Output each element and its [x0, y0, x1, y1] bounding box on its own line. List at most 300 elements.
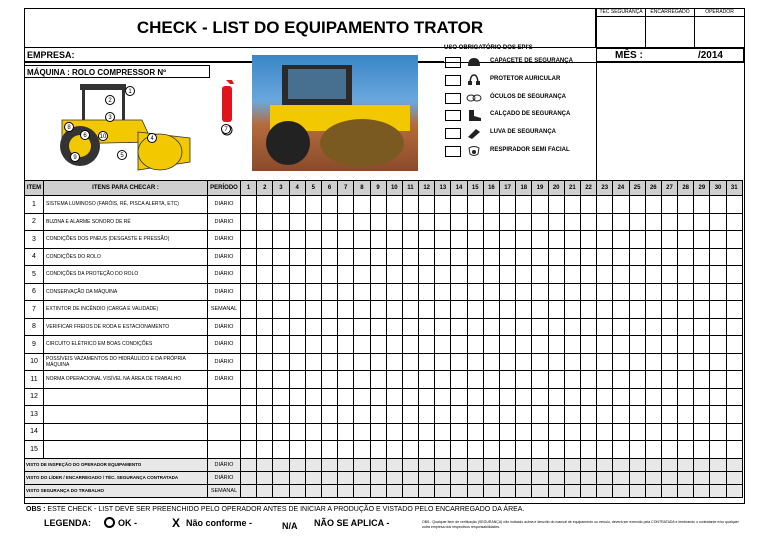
visto-check-cell[interactable]	[580, 484, 596, 497]
day-check-cell[interactable]	[370, 248, 386, 266]
day-check-cell[interactable]	[386, 336, 402, 354]
day-check-cell[interactable]	[241, 196, 257, 214]
day-check-cell[interactable]	[710, 231, 726, 249]
day-check-cell[interactable]	[726, 266, 742, 284]
day-check-cell[interactable]	[435, 231, 451, 249]
day-check-cell[interactable]	[305, 196, 321, 214]
day-check-cell[interactable]	[613, 353, 629, 371]
day-check-cell[interactable]	[694, 213, 710, 231]
day-check-cell[interactable]	[694, 371, 710, 389]
day-check-cell[interactable]	[338, 318, 354, 336]
epi-item-oculos[interactable]	[444, 91, 594, 105]
visto-check-cell[interactable]	[321, 471, 337, 484]
day-check-cell[interactable]	[241, 318, 257, 336]
day-check-cell[interactable]	[661, 196, 677, 214]
day-check-cell[interactable]	[435, 283, 451, 301]
day-check-cell[interactable]	[710, 388, 726, 406]
day-check-cell[interactable]	[661, 336, 677, 354]
day-check-cell[interactable]	[629, 441, 645, 459]
day-check-cell[interactable]	[354, 406, 370, 424]
day-check-cell[interactable]	[370, 213, 386, 231]
day-check-cell[interactable]	[532, 248, 548, 266]
visto-check-cell[interactable]	[645, 458, 661, 471]
day-check-cell[interactable]	[580, 301, 596, 319]
day-check-cell[interactable]	[580, 283, 596, 301]
signature-tec-seguranca[interactable]: TEC SEGURANÇA	[596, 8, 646, 48]
visto-check-cell[interactable]	[338, 484, 354, 497]
day-check-cell[interactable]	[710, 196, 726, 214]
day-check-cell[interactable]	[661, 231, 677, 249]
day-check-cell[interactable]	[548, 266, 564, 284]
day-check-cell[interactable]	[435, 388, 451, 406]
day-check-cell[interactable]	[483, 371, 499, 389]
day-check-cell[interactable]	[548, 336, 564, 354]
day-check-cell[interactable]	[435, 318, 451, 336]
day-check-cell[interactable]	[370, 353, 386, 371]
day-check-cell[interactable]	[483, 406, 499, 424]
day-check-cell[interactable]	[419, 406, 435, 424]
day-check-cell[interactable]	[726, 423, 742, 441]
day-check-cell[interactable]	[321, 423, 337, 441]
day-check-cell[interactable]	[548, 406, 564, 424]
day-check-cell[interactable]	[435, 266, 451, 284]
day-check-cell[interactable]	[532, 301, 548, 319]
empresa-field[interactable]: EMPRESA:	[24, 48, 444, 62]
visto-check-cell[interactable]	[289, 458, 305, 471]
day-check-cell[interactable]	[241, 371, 257, 389]
day-check-cell[interactable]	[321, 301, 337, 319]
day-check-cell[interactable]	[613, 213, 629, 231]
day-check-cell[interactable]	[451, 318, 467, 336]
day-check-cell[interactable]	[516, 336, 532, 354]
day-check-cell[interactable]	[354, 213, 370, 231]
day-check-cell[interactable]	[580, 248, 596, 266]
day-check-cell[interactable]	[613, 423, 629, 441]
visto-check-cell[interactable]	[661, 458, 677, 471]
day-check-cell[interactable]	[500, 371, 516, 389]
day-check-cell[interactable]	[419, 441, 435, 459]
visto-check-cell[interactable]	[354, 458, 370, 471]
day-check-cell[interactable]	[500, 336, 516, 354]
visto-check-cell[interactable]	[467, 484, 483, 497]
day-check-cell[interactable]	[402, 301, 418, 319]
day-check-cell[interactable]	[564, 213, 580, 231]
day-check-cell[interactable]	[305, 231, 321, 249]
day-check-cell[interactable]	[451, 336, 467, 354]
day-check-cell[interactable]	[338, 388, 354, 406]
day-check-cell[interactable]	[370, 196, 386, 214]
day-check-cell[interactable]	[532, 388, 548, 406]
day-check-cell[interactable]	[305, 353, 321, 371]
day-check-cell[interactable]	[678, 336, 694, 354]
day-check-cell[interactable]	[500, 283, 516, 301]
epi-checkbox[interactable]	[445, 93, 461, 104]
day-check-cell[interactable]	[710, 318, 726, 336]
visto-check-cell[interactable]	[370, 484, 386, 497]
day-check-cell[interactable]	[354, 318, 370, 336]
day-check-cell[interactable]	[435, 213, 451, 231]
day-check-cell[interactable]	[386, 441, 402, 459]
day-check-cell[interactable]	[483, 231, 499, 249]
day-check-cell[interactable]	[451, 248, 467, 266]
day-check-cell[interactable]	[726, 301, 742, 319]
day-check-cell[interactable]	[241, 441, 257, 459]
day-check-cell[interactable]	[661, 388, 677, 406]
day-check-cell[interactable]	[370, 231, 386, 249]
day-check-cell[interactable]	[419, 318, 435, 336]
visto-check-cell[interactable]	[710, 484, 726, 497]
visto-check-cell[interactable]	[289, 484, 305, 497]
day-check-cell[interactable]	[726, 406, 742, 424]
day-check-cell[interactable]	[370, 336, 386, 354]
day-check-cell[interactable]	[354, 423, 370, 441]
day-check-cell[interactable]	[419, 301, 435, 319]
day-check-cell[interactable]	[386, 266, 402, 284]
day-check-cell[interactable]	[726, 336, 742, 354]
day-check-cell[interactable]	[645, 318, 661, 336]
day-check-cell[interactable]	[435, 423, 451, 441]
day-check-cell[interactable]	[354, 196, 370, 214]
day-check-cell[interactable]	[338, 213, 354, 231]
day-check-cell[interactable]	[419, 196, 435, 214]
day-check-cell[interactable]	[548, 441, 564, 459]
day-check-cell[interactable]	[548, 196, 564, 214]
day-check-cell[interactable]	[467, 301, 483, 319]
day-check-cell[interactable]	[419, 283, 435, 301]
day-check-cell[interactable]	[289, 196, 305, 214]
day-check-cell[interactable]	[613, 441, 629, 459]
day-check-cell[interactable]	[629, 213, 645, 231]
day-check-cell[interactable]	[678, 318, 694, 336]
visto-check-cell[interactable]	[500, 458, 516, 471]
day-check-cell[interactable]	[629, 231, 645, 249]
visto-check-cell[interactable]	[305, 471, 321, 484]
day-check-cell[interactable]	[580, 353, 596, 371]
day-check-cell[interactable]	[500, 318, 516, 336]
day-check-cell[interactable]	[678, 388, 694, 406]
day-check-cell[interactable]	[564, 441, 580, 459]
day-check-cell[interactable]	[645, 423, 661, 441]
visto-check-cell[interactable]	[726, 458, 742, 471]
day-check-cell[interactable]	[726, 196, 742, 214]
day-check-cell[interactable]	[338, 371, 354, 389]
epi-item-luva[interactable]	[444, 126, 594, 140]
day-check-cell[interactable]	[483, 336, 499, 354]
day-check-cell[interactable]	[678, 371, 694, 389]
day-check-cell[interactable]	[402, 318, 418, 336]
visto-check-cell[interactable]	[338, 471, 354, 484]
day-check-cell[interactable]	[483, 423, 499, 441]
day-check-cell[interactable]	[548, 213, 564, 231]
visto-check-cell[interactable]	[386, 484, 402, 497]
day-check-cell[interactable]	[516, 283, 532, 301]
day-check-cell[interactable]	[257, 248, 273, 266]
day-check-cell[interactable]	[678, 196, 694, 214]
day-check-cell[interactable]	[435, 248, 451, 266]
visto-check-cell[interactable]	[564, 484, 580, 497]
visto-check-cell[interactable]	[273, 458, 289, 471]
day-check-cell[interactable]	[516, 266, 532, 284]
day-check-cell[interactable]	[257, 336, 273, 354]
day-check-cell[interactable]	[532, 336, 548, 354]
visto-check-cell[interactable]	[370, 458, 386, 471]
visto-check-cell[interactable]	[597, 471, 613, 484]
day-check-cell[interactable]	[710, 301, 726, 319]
day-check-cell[interactable]	[402, 353, 418, 371]
day-check-cell[interactable]	[710, 441, 726, 459]
visto-check-cell[interactable]	[532, 484, 548, 497]
visto-check-cell[interactable]	[435, 484, 451, 497]
visto-check-cell[interactable]	[321, 484, 337, 497]
day-check-cell[interactable]	[435, 301, 451, 319]
visto-check-cell[interactable]	[257, 484, 273, 497]
day-check-cell[interactable]	[321, 231, 337, 249]
day-check-cell[interactable]	[257, 406, 273, 424]
day-check-cell[interactable]	[532, 213, 548, 231]
day-check-cell[interactable]	[467, 441, 483, 459]
day-check-cell[interactable]	[467, 318, 483, 336]
day-check-cell[interactable]	[726, 248, 742, 266]
day-check-cell[interactable]	[580, 196, 596, 214]
day-check-cell[interactable]	[500, 266, 516, 284]
visto-check-cell[interactable]	[710, 471, 726, 484]
day-check-cell[interactable]	[467, 371, 483, 389]
day-check-cell[interactable]	[564, 318, 580, 336]
day-check-cell[interactable]	[710, 336, 726, 354]
day-check-cell[interactable]	[613, 388, 629, 406]
visto-check-cell[interactable]	[467, 471, 483, 484]
day-check-cell[interactable]	[726, 388, 742, 406]
day-check-cell[interactable]	[451, 423, 467, 441]
day-check-cell[interactable]	[321, 336, 337, 354]
day-check-cell[interactable]	[386, 196, 402, 214]
day-check-cell[interactable]	[386, 371, 402, 389]
day-check-cell[interactable]	[597, 318, 613, 336]
day-check-cell[interactable]	[564, 406, 580, 424]
day-check-cell[interactable]	[597, 441, 613, 459]
day-check-cell[interactable]	[580, 406, 596, 424]
day-check-cell[interactable]	[289, 406, 305, 424]
day-check-cell[interactable]	[629, 196, 645, 214]
visto-check-cell[interactable]	[629, 484, 645, 497]
day-check-cell[interactable]	[435, 196, 451, 214]
day-check-cell[interactable]	[564, 388, 580, 406]
day-check-cell[interactable]	[386, 406, 402, 424]
day-check-cell[interactable]	[419, 353, 435, 371]
day-check-cell[interactable]	[516, 248, 532, 266]
day-check-cell[interactable]	[289, 248, 305, 266]
day-check-cell[interactable]	[710, 423, 726, 441]
visto-check-cell[interactable]	[516, 471, 532, 484]
day-check-cell[interactable]	[467, 353, 483, 371]
day-check-cell[interactable]	[532, 283, 548, 301]
day-check-cell[interactable]	[564, 283, 580, 301]
day-check-cell[interactable]	[500, 213, 516, 231]
day-check-cell[interactable]	[532, 353, 548, 371]
day-check-cell[interactable]	[257, 371, 273, 389]
day-check-cell[interactable]	[467, 283, 483, 301]
day-check-cell[interactable]	[661, 353, 677, 371]
visto-check-cell[interactable]	[613, 484, 629, 497]
visto-check-cell[interactable]	[273, 471, 289, 484]
day-check-cell[interactable]	[289, 441, 305, 459]
day-check-cell[interactable]	[726, 441, 742, 459]
day-check-cell[interactable]	[597, 213, 613, 231]
day-check-cell[interactable]	[580, 371, 596, 389]
day-check-cell[interactable]	[467, 213, 483, 231]
epi-checkbox[interactable]	[445, 146, 461, 157]
day-check-cell[interactable]	[305, 388, 321, 406]
day-check-cell[interactable]	[678, 266, 694, 284]
day-check-cell[interactable]	[613, 406, 629, 424]
day-check-cell[interactable]	[516, 406, 532, 424]
day-check-cell[interactable]	[710, 371, 726, 389]
day-check-cell[interactable]	[500, 301, 516, 319]
day-check-cell[interactable]	[483, 301, 499, 319]
day-check-cell[interactable]	[516, 231, 532, 249]
day-check-cell[interactable]	[500, 406, 516, 424]
day-check-cell[interactable]	[451, 406, 467, 424]
visto-check-cell[interactable]	[305, 458, 321, 471]
day-check-cell[interactable]	[516, 388, 532, 406]
visto-check-cell[interactable]	[435, 458, 451, 471]
day-check-cell[interactable]	[273, 353, 289, 371]
day-check-cell[interactable]	[678, 248, 694, 266]
day-check-cell[interactable]	[273, 388, 289, 406]
day-check-cell[interactable]	[289, 266, 305, 284]
day-check-cell[interactable]	[386, 318, 402, 336]
day-check-cell[interactable]	[645, 213, 661, 231]
visto-check-cell[interactable]	[289, 471, 305, 484]
day-check-cell[interactable]	[370, 283, 386, 301]
day-check-cell[interactable]	[629, 336, 645, 354]
day-check-cell[interactable]	[645, 353, 661, 371]
day-check-cell[interactable]	[694, 423, 710, 441]
visto-check-cell[interactable]	[419, 471, 435, 484]
day-check-cell[interactable]	[597, 371, 613, 389]
visto-check-cell[interactable]	[402, 458, 418, 471]
day-check-cell[interactable]	[694, 283, 710, 301]
day-check-cell[interactable]	[500, 441, 516, 459]
day-check-cell[interactable]	[564, 196, 580, 214]
day-check-cell[interactable]	[370, 441, 386, 459]
day-check-cell[interactable]	[678, 283, 694, 301]
day-check-cell[interactable]	[402, 406, 418, 424]
day-check-cell[interactable]	[645, 441, 661, 459]
day-check-cell[interactable]	[467, 388, 483, 406]
day-check-cell[interactable]	[386, 423, 402, 441]
visto-check-cell[interactable]	[451, 471, 467, 484]
day-check-cell[interactable]	[273, 441, 289, 459]
day-check-cell[interactable]	[645, 388, 661, 406]
day-check-cell[interactable]	[338, 441, 354, 459]
day-check-cell[interactable]	[483, 266, 499, 284]
visto-check-cell[interactable]	[257, 471, 273, 484]
visto-check-cell[interactable]	[338, 458, 354, 471]
day-check-cell[interactable]	[273, 301, 289, 319]
day-check-cell[interactable]	[354, 336, 370, 354]
visto-check-cell[interactable]	[661, 484, 677, 497]
epi-item-calcado[interactable]	[444, 108, 594, 122]
day-check-cell[interactable]	[613, 318, 629, 336]
day-check-cell[interactable]	[726, 231, 742, 249]
day-check-cell[interactable]	[710, 248, 726, 266]
visto-check-cell[interactable]	[726, 484, 742, 497]
day-check-cell[interactable]	[257, 196, 273, 214]
day-check-cell[interactable]	[694, 248, 710, 266]
day-check-cell[interactable]	[532, 231, 548, 249]
day-check-cell[interactable]	[678, 441, 694, 459]
epi-checkbox[interactable]	[445, 57, 461, 68]
day-check-cell[interactable]	[354, 441, 370, 459]
day-check-cell[interactable]	[629, 266, 645, 284]
day-check-cell[interactable]	[435, 441, 451, 459]
day-check-cell[interactable]	[645, 336, 661, 354]
day-check-cell[interactable]	[694, 406, 710, 424]
day-check-cell[interactable]	[241, 388, 257, 406]
day-check-cell[interactable]	[386, 388, 402, 406]
visto-check-cell[interactable]	[354, 471, 370, 484]
day-check-cell[interactable]	[354, 283, 370, 301]
visto-check-cell[interactable]	[354, 484, 370, 497]
day-check-cell[interactable]	[305, 336, 321, 354]
visto-check-cell[interactable]	[678, 484, 694, 497]
day-check-cell[interactable]	[289, 318, 305, 336]
day-check-cell[interactable]	[580, 423, 596, 441]
day-check-cell[interactable]	[273, 213, 289, 231]
day-check-cell[interactable]	[694, 441, 710, 459]
visto-check-cell[interactable]	[419, 484, 435, 497]
day-check-cell[interactable]	[678, 353, 694, 371]
day-check-cell[interactable]	[289, 213, 305, 231]
day-check-cell[interactable]	[661, 318, 677, 336]
day-check-cell[interactable]	[483, 196, 499, 214]
visto-check-cell[interactable]	[694, 484, 710, 497]
day-check-cell[interactable]	[629, 301, 645, 319]
day-check-cell[interactable]	[694, 196, 710, 214]
day-check-cell[interactable]	[516, 441, 532, 459]
day-check-cell[interactable]	[338, 248, 354, 266]
day-check-cell[interactable]	[645, 248, 661, 266]
day-check-cell[interactable]	[321, 371, 337, 389]
day-check-cell[interactable]	[548, 283, 564, 301]
day-check-cell[interactable]	[241, 231, 257, 249]
day-check-cell[interactable]	[694, 336, 710, 354]
day-check-cell[interactable]	[273, 336, 289, 354]
day-check-cell[interactable]	[516, 353, 532, 371]
visto-check-cell[interactable]	[564, 458, 580, 471]
day-check-cell[interactable]	[500, 423, 516, 441]
visto-check-cell[interactable]	[241, 484, 257, 497]
day-check-cell[interactable]	[386, 353, 402, 371]
day-check-cell[interactable]	[629, 406, 645, 424]
signature-operador[interactable]: OPERADOR	[694, 8, 745, 48]
day-check-cell[interactable]	[241, 423, 257, 441]
day-check-cell[interactable]	[451, 196, 467, 214]
day-check-cell[interactable]	[435, 353, 451, 371]
day-check-cell[interactable]	[289, 388, 305, 406]
day-check-cell[interactable]	[257, 353, 273, 371]
visto-check-cell[interactable]	[483, 458, 499, 471]
day-check-cell[interactable]	[645, 406, 661, 424]
visto-check-cell[interactable]	[548, 484, 564, 497]
day-check-cell[interactable]	[321, 318, 337, 336]
day-check-cell[interactable]	[645, 196, 661, 214]
day-check-cell[interactable]	[321, 196, 337, 214]
day-check-cell[interactable]	[645, 301, 661, 319]
day-check-cell[interactable]	[580, 336, 596, 354]
day-check-cell[interactable]	[402, 388, 418, 406]
